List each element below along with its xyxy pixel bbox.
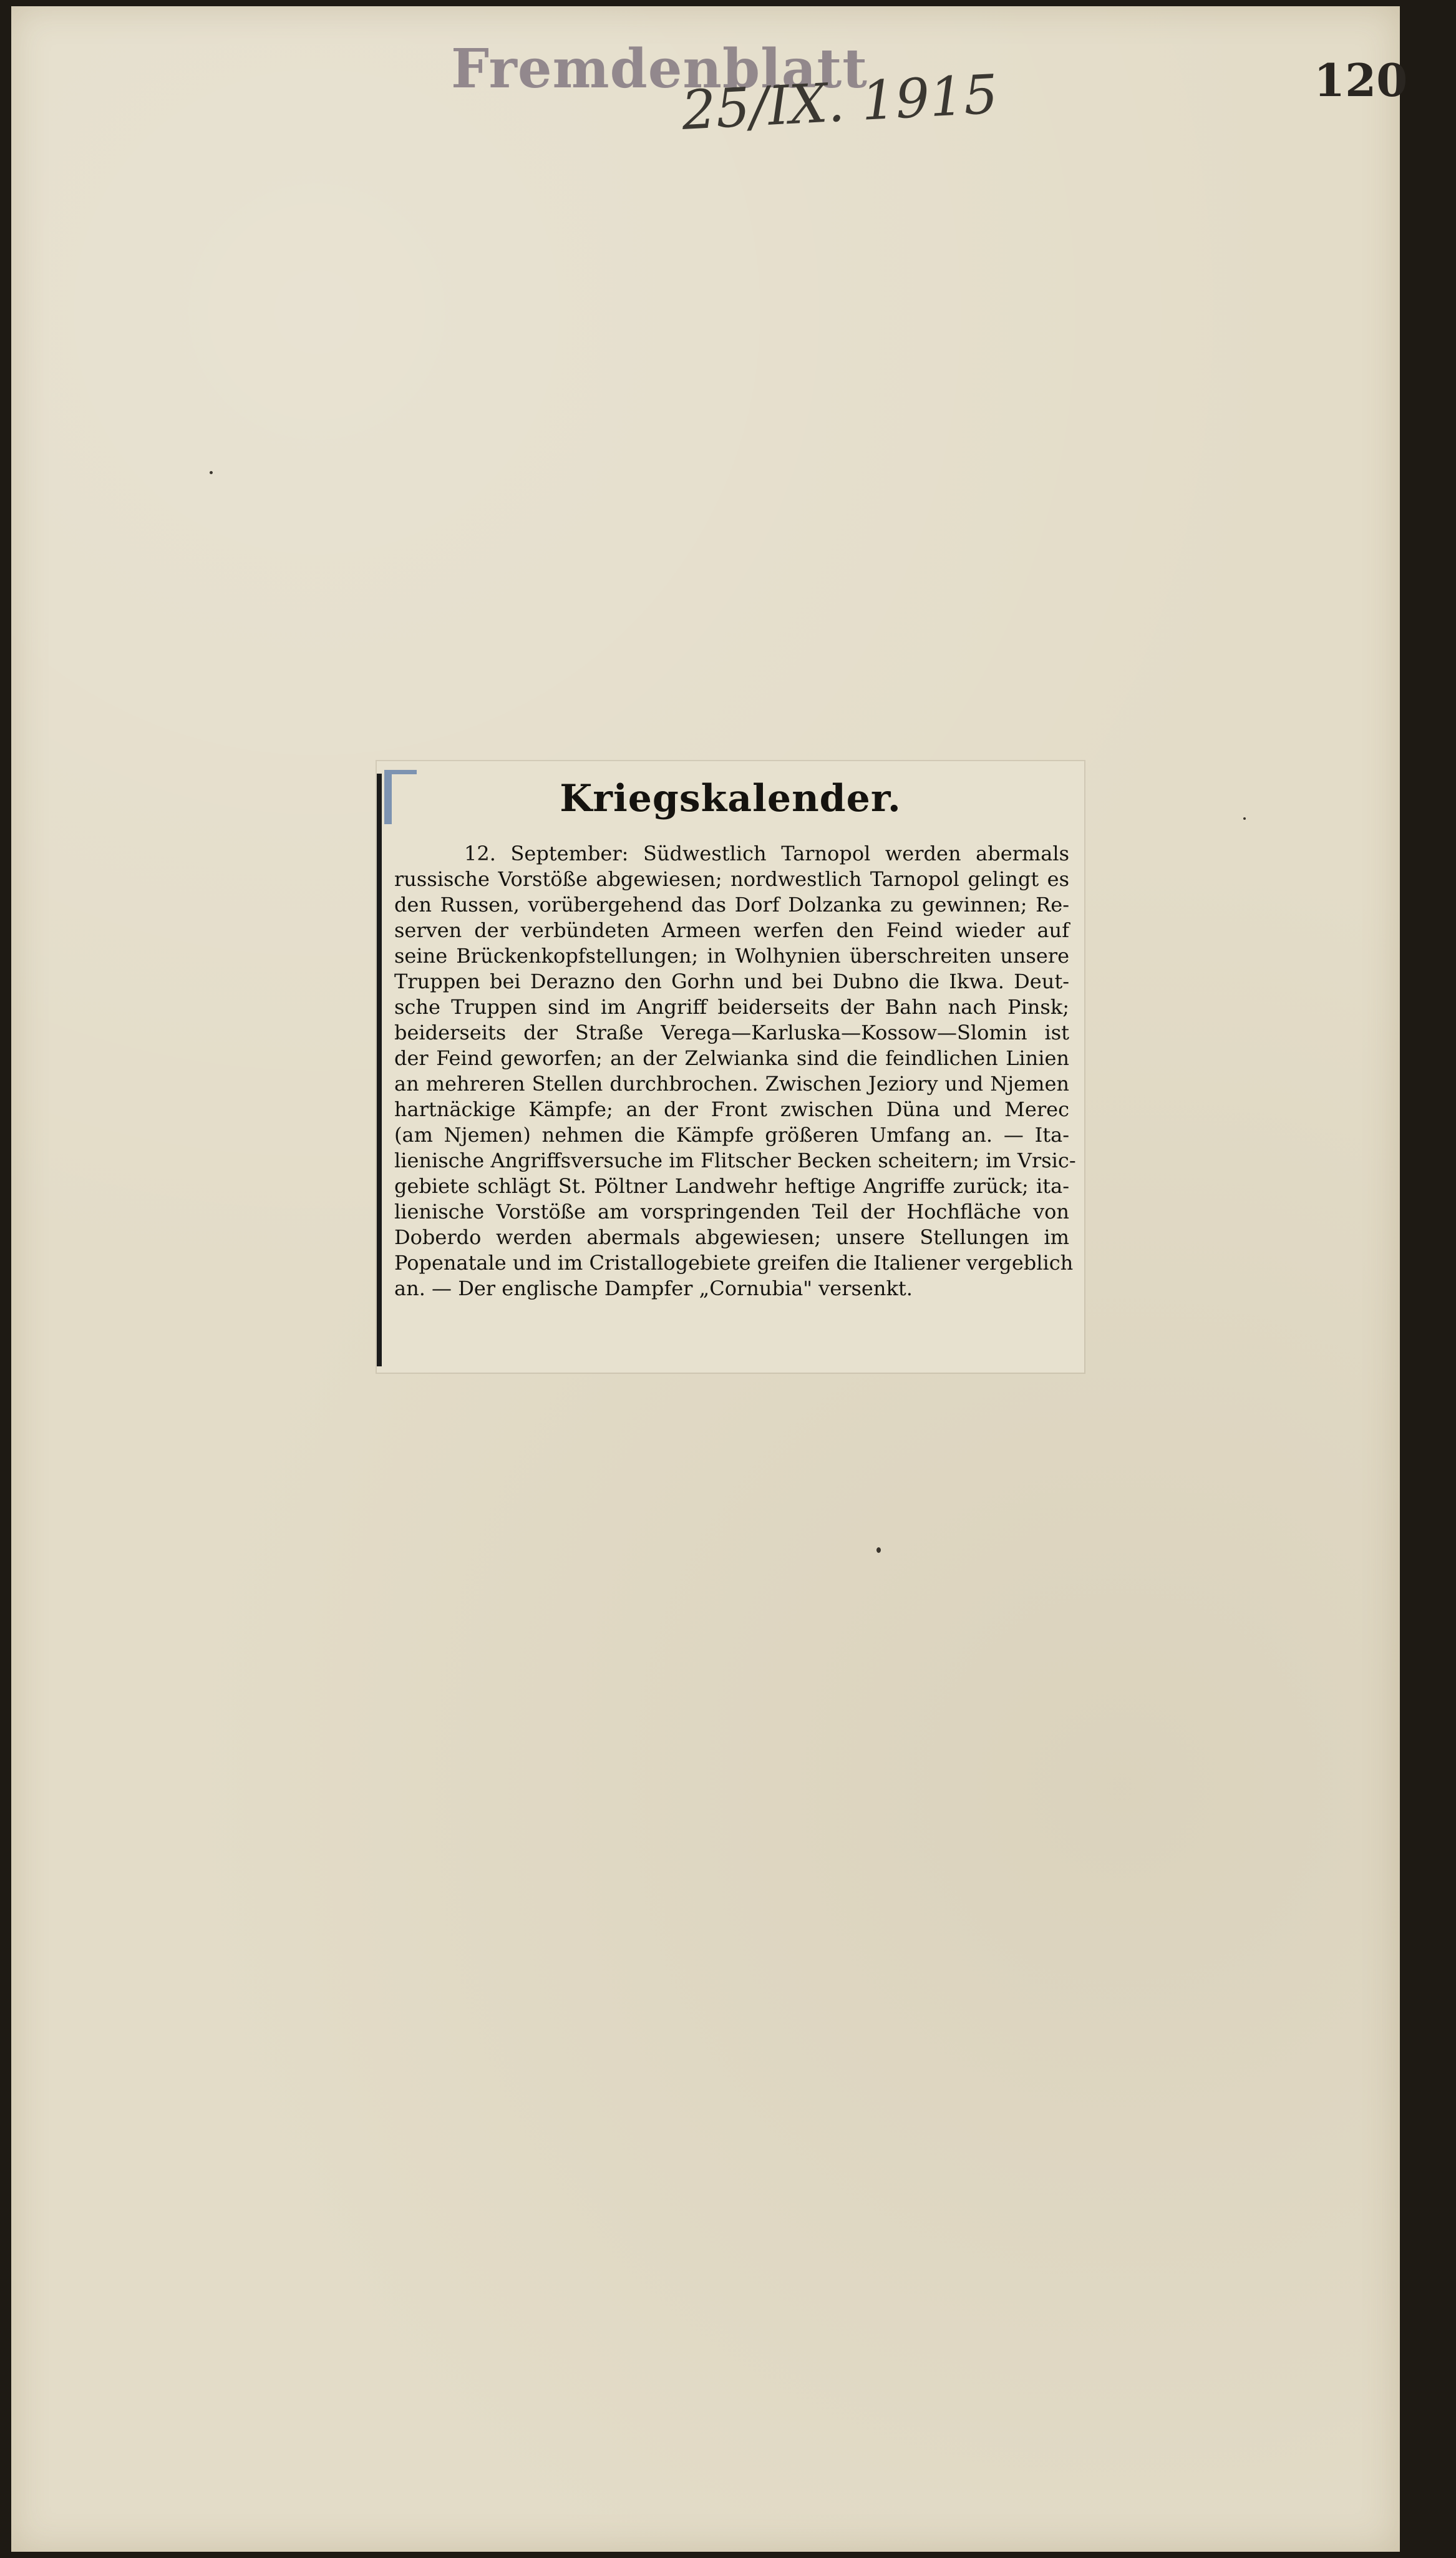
paper-speck [876, 1547, 881, 1553]
paper-speck [1243, 817, 1246, 820]
clipping-line: lienische Angriffsversuche im Flitscher Becken scheitern; im Vrsic- [394, 1149, 1076, 1172]
clipping-line: Doberdo werden abermals abgewiesen; unsere Stellungen im [394, 1225, 1069, 1249]
clipping-line: Popenatale und im Cristallogebiete greifen die Italiener vergeblich [394, 1251, 1074, 1275]
clipping-line: gebiete schlägt St. Pöltner Landwehr heftige Angriffe zurück; ita- [394, 1174, 1069, 1198]
clipping-line: an mehreren Stellen durchbrochen. Zwischen Jeziory und Njemen [394, 1072, 1069, 1096]
clipping-line: lienische Vorstöße am vorspringenden Teil der Hochfläche von [394, 1200, 1069, 1223]
folio-number: 120 [1314, 54, 1408, 107]
clipping-line: an. — Der englische Dampfer „Cornubia" versenkt. [394, 1277, 913, 1300]
clipping-margin-rule [377, 774, 382, 1366]
clipping-body [394, 841, 1076, 1301]
clipping-line: den Russen, vorübergehend das Dorf Dolzanka zu gewinnen; Re- [394, 893, 1069, 917]
clipping-line: (am Njemen) nehmen die Kämpfe größeren Umfang an. — Ita- [394, 1123, 1069, 1147]
clipping-line: beiderseits der Straße Verega—Karluska—Kossow—Slomin ist [394, 1021, 1069, 1044]
clipping-line: serven der verbündeten Armeen werfen den Feind wieder auf [394, 918, 1069, 942]
clipping-line: seine Brückenkopfstellungen; in Wolhynien überschreiten unsere [394, 944, 1069, 968]
clipping-line: 12. September: Südwestlich Tarnopol werden abermals [464, 842, 1069, 865]
clipping-line: Truppen bei Derazno den Gorhn und bei Dubno die Ikwa. Deut- [394, 970, 1069, 993]
paper-speck [210, 471, 213, 474]
clipping-line: hartnäckige Kämpfe; an der Front zwischen Düna und Merec [394, 1097, 1069, 1121]
clipping-line: russische Vorstöße abgewiesen; nordwestlich Tarnopol gelingt es [394, 867, 1069, 891]
clipping-line: der Feind geworfen; an der Zelwianka sind die feindlichen Linien [394, 1046, 1069, 1070]
newspaper-stamp: Fremdenblatt [451, 37, 868, 100]
clipping-line: sche Truppen sind im Angriff beiderseits der Bahn nach Pinsk; [394, 995, 1069, 1019]
archive-sheet [11, 6, 1408, 2552]
handwritten-date: 25/IX. 1915 [680, 63, 1000, 142]
clipping-title: Kriegskalender. [560, 777, 901, 820]
newspaper-clipping [377, 761, 1084, 1373]
